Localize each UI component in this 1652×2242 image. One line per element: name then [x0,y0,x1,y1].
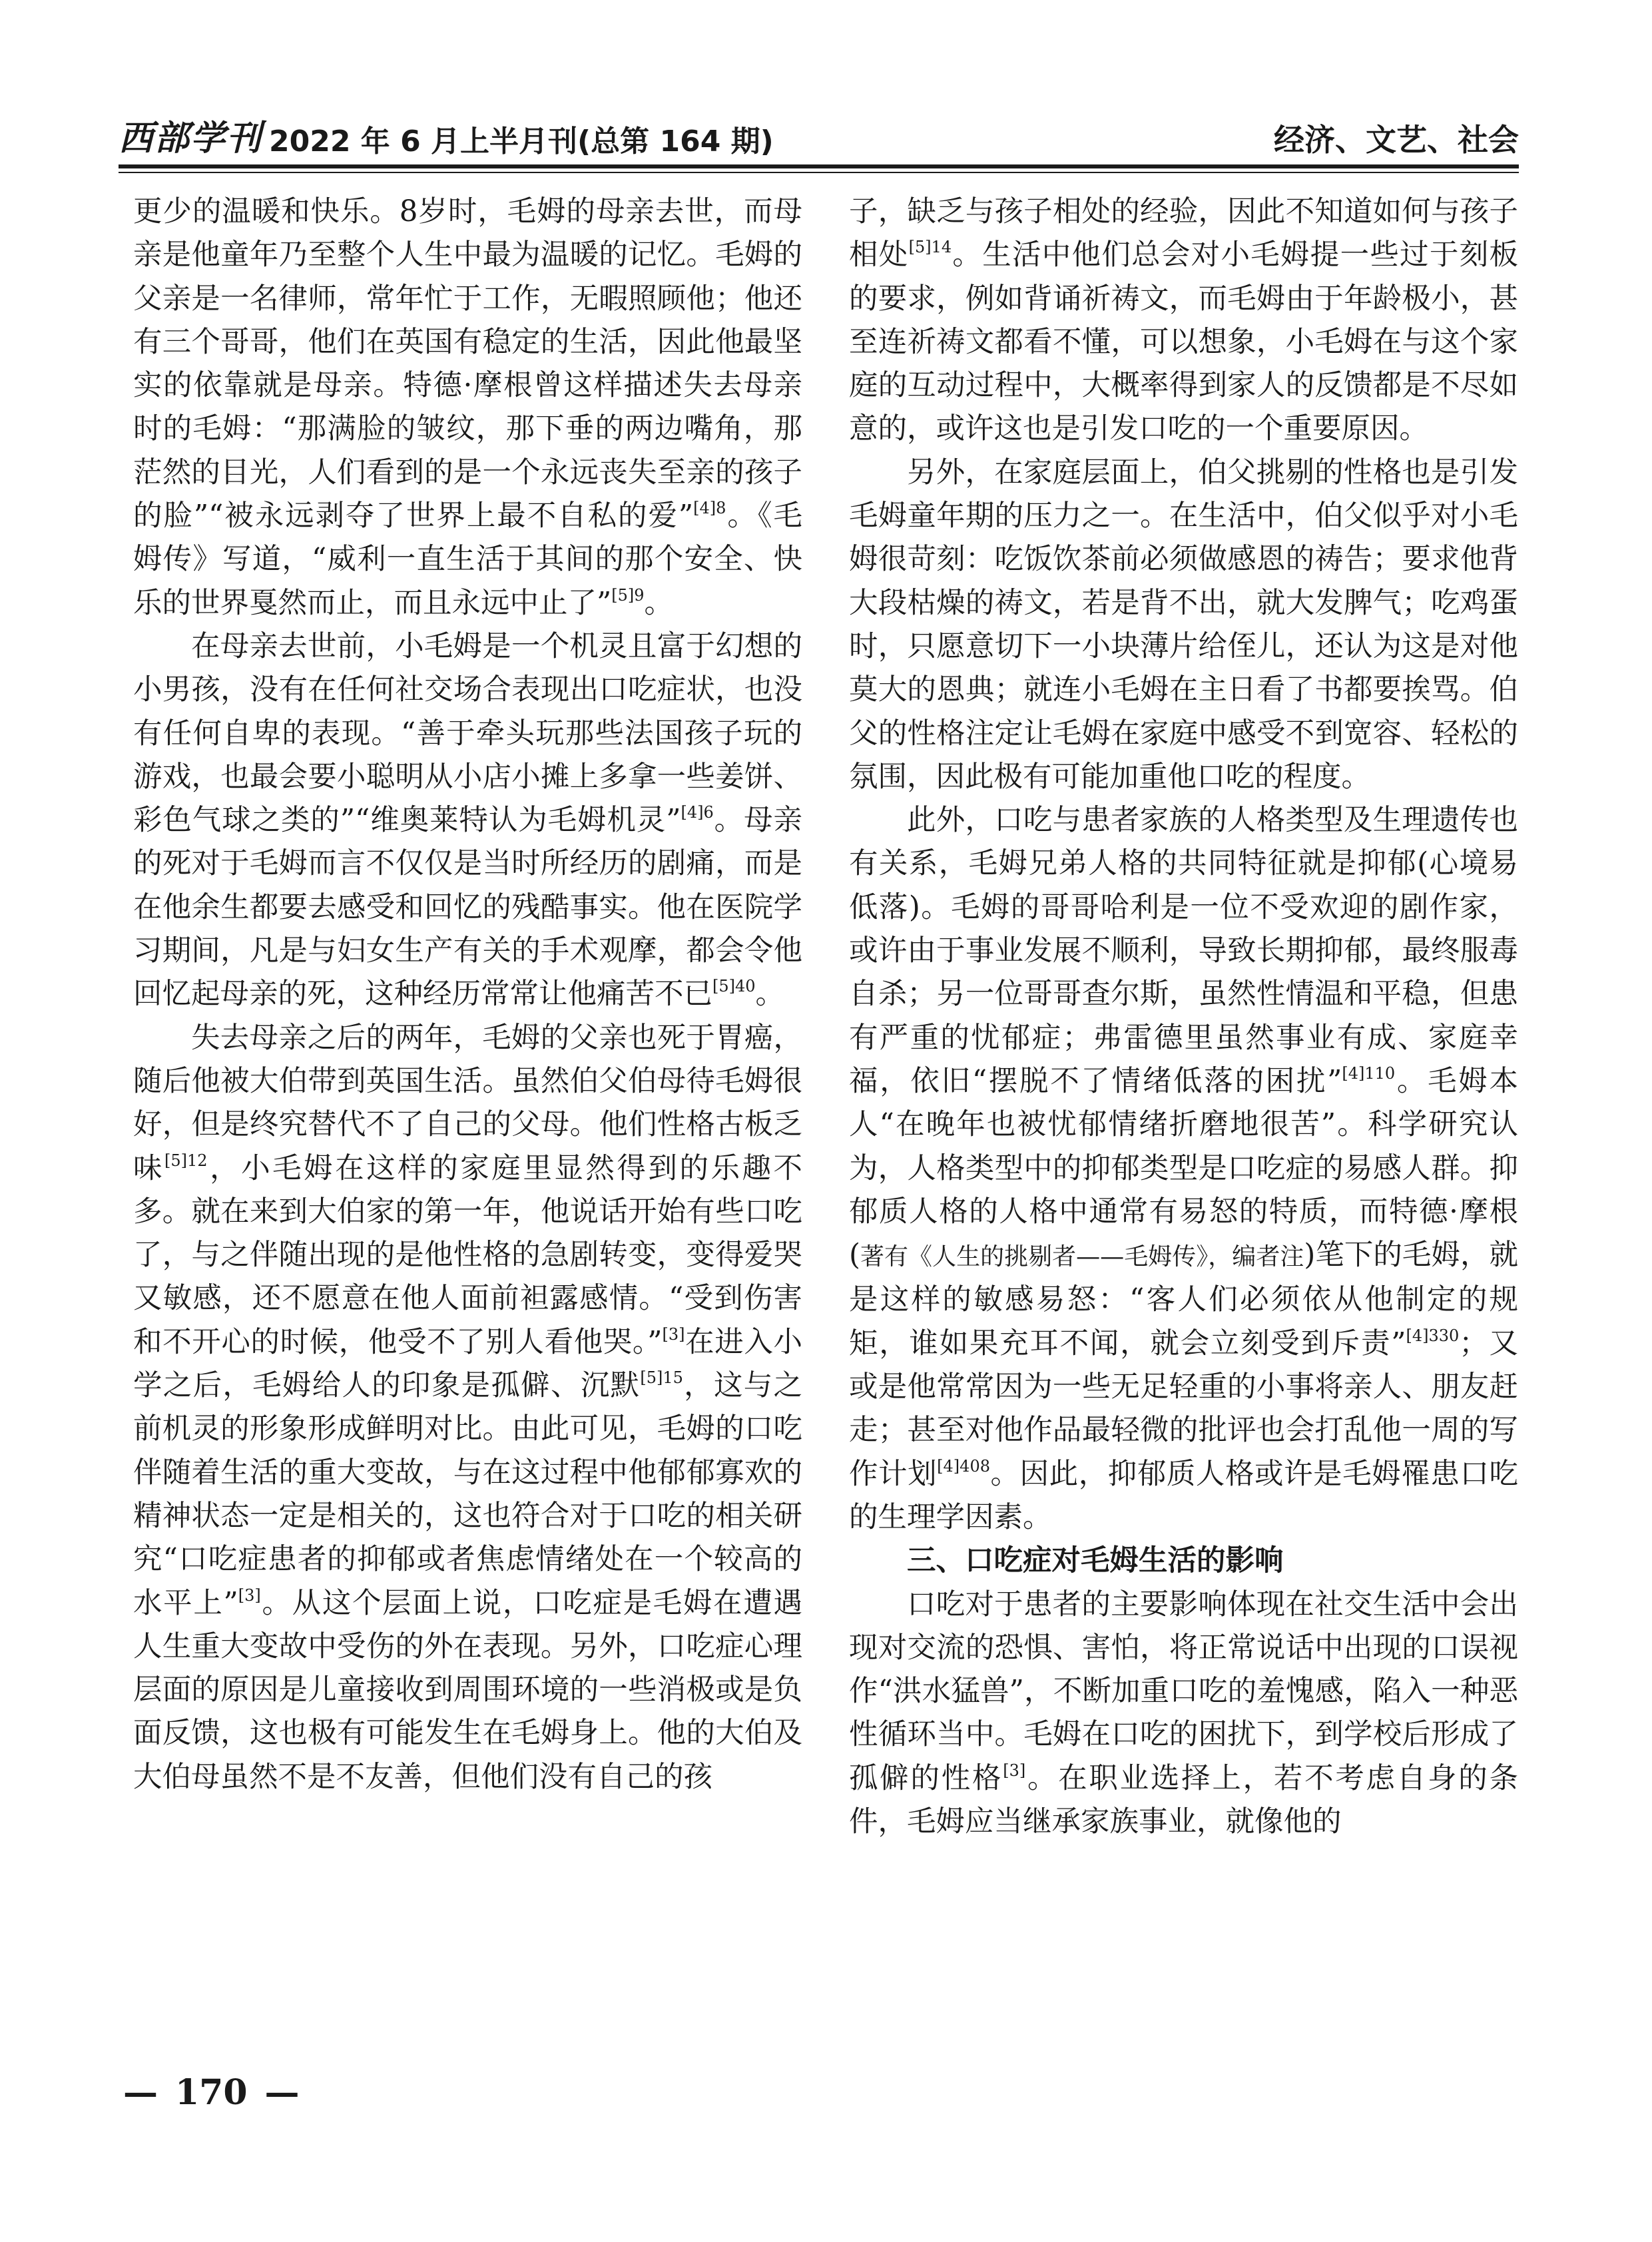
text-run: 在进入小学之后，毛姆给人的印象是孤僻、沉默 [133,1325,803,1403]
left-paragraph-2 [133,625,802,1017]
journal-logo: 西部学刊 [119,118,263,158]
citation: [5]40 [712,977,756,996]
right-paragraph-2: 另外，在家庭层面上，伯父挑剔的性格也是引发毛姆童年期的压力之一。在生活中，伯父似乎对小毛姆很苛刻：吃饭饮茶前必须做感恩的祷告；要求他背大段枯燥的祷文，若是背不出，就大发脾气；吃鸡蛋时，只愿意切下一小块薄片给侄儿，还认为这是对他莫大的恩典；就连小毛姆在主日看了书都要挨骂。伯父的性格注定让毛姆在家庭中感受不到宽容、轻松的氛围，因此极有可能加重他口吃的程度。 [849,455,1518,794]
footer-dash-right: — [264,2072,300,2113]
citation: [3] [662,1324,685,1344]
page-number: 170 [175,2072,248,2113]
right-paragraph-3 [849,799,1518,1540]
citation: [4]330 [1406,1326,1460,1345]
citation: [4]110 [1342,1063,1396,1083]
text-run: 。《毛姆传》写道，“威利一直生活于其间的那个安全、快乐的世界戛然而止，而且永远中止了” [133,499,803,620]
text-run: 。因此，抑郁质人格或许是毛姆罹患口吃的生理学因素。 [849,1457,1519,1534]
left-paragraph-3 [133,1017,802,1799]
text-run: 。 [644,586,674,620]
citation: [5]9 [611,585,645,605]
text-run: ，小毛姆在这样的家庭里显然得到的乐趣不多。就在来到大伯家的第一年，他说话开始有些口吃了，与之伴随出现的是他性格的急剧转变，变得爱哭又敏感，还不愿意在他人面前袒露感情。“受到伤害和不开心的时候，他受不了别人看他哭。” [133,1151,803,1359]
citation: [5]12 [164,1151,208,1170]
text-run: 。在职业选择上，若不考虑自身的条件，毛姆应当继承家族事业，就像他的 [849,1761,1519,1838]
footer-dash-left: — [123,2072,158,2113]
text-run: 更少的温暖和快乐。8岁时，毛姆的母亲去世，而母亲是他童年乃至整个人生中最为温暖的记忆。毛姆的父亲是一名律师，常年忙于工作，无暇照顾他；他还有三个哥哥，他们在英国有稳定的生活，因此他最坚实的依靠就是母亲。特德·摩根曾这样描述失去母亲时的毛姆：“那满脸的皱纹，那下垂的两边嘴角，那茫然的目光，人们看到的是一个永远丧失至亲的孩子的脸”“被永远剥夺了世界上最不自私的爱” [133,195,802,533]
text-run: ，这与之前机灵的形象形成鲜明对比。由此可见，毛姆的口吃伴随着生活的重大变故，与在这过程中他郁郁寡欢的精神状态一定是相关的，这也符合对于口吃的相关研究“口吃症患者的抑郁或者焦虑情绪处在一个较高的水平上” [133,1369,803,1620]
text-run: 在母亲去世前，小毛姆是一个机灵且富于幻想的小男孩，没有在任何社交场合表现出口吃症状，也没有任何自卑的表现。“善于牵头玩那些法国孩子玩的游戏，也最会要小聪明从小店小摊上多拿一些姜饼、彩色气球之类的”“维奥莱特认为毛姆机灵” [133,629,802,838]
text-run: )笔下的毛姆，就是这样的敏感易怒：“客人们必须依从他制定的规矩，谁如果充耳不闻，就会立刻受到斥责” [849,1239,1518,1360]
citation: [3] [1003,1761,1026,1780]
section-heading: 三、口吃症对毛姆生活的影响 [907,1544,1284,1578]
citation: [5]15 [640,1368,683,1388]
issue-info: 2022 年 6 月上半月刊(总第 164 期) [269,125,774,158]
header-rule-thick [119,164,1519,168]
text-run: 。 [755,978,785,1011]
page-header [119,107,1519,160]
text-run: ；又或是他常常因为一些无足轻重的小事将亲人、朋友赶走；甚至对他作品最轻微的批评也会打乱他一周的写作计划 [849,1326,1518,1491]
citation: [5]14 [908,238,952,257]
text-run: 。母亲的死对于毛姆而言不仅仅是当时所经历的剧痛，而是在他余生都要去感受和回忆的残酷事实。他在医院学习期间，凡是与妇女生产有关的手术观摩，都会令他回忆起母亲的死，这种经历常常让他痛苦不已 [133,804,802,1011]
text-run: 。从这个层面上说，口吃症是毛姆在遭遇人生重大变故中受伤的外在表现。另外，口吃症心理层面的原因是儿童接收到周围环境的一些消极或是负面反馈，这也极有可能发生在毛姆身上。他的大伯及大伯母虽然不是不友善，但他们没有自己的孩 [133,1586,802,1794]
header-rule-thin [119,172,1519,173]
text-run: 。毛姆本人“在晚年也被忧郁情绪折磨地很苦”。科学研究认为，人格类型中的抑郁类型是口吃症的易感人群。抑郁质人格的人格中通常有易怒的特质，而特德·摩根( [849,1064,1518,1272]
citation: [3] [238,1585,261,1605]
citation: [4]8 [693,499,726,518]
right-column [849,190,1518,1844]
left-paragraph-1 [133,190,802,625]
header-left [119,110,774,160]
citation: [4]408 [937,1456,990,1476]
text-run: 口吃对于患者的主要影响体现在社交生活中会出现对交流的恐惧、害怕，将正常说话中出现的口误视作“洪水猛兽”，不断加重口吃的羞愧感，陷入一种恶性循环当中。毛姆在口吃的困扰下，到学校后形成了孤僻的性格 [849,1587,1518,1795]
editor-note: 著有《人生的挑剔者——毛姆传》，编者注 [860,1243,1304,1271]
section-label: 经济、文艺、社会 [1274,122,1519,158]
right-paragraph-4 [849,1583,1518,1844]
citation: [4]6 [681,803,714,822]
page-footer [123,2072,300,2113]
text-run: 子，缺乏与孩子相处的经验，因此不知道如何与孩子相处 [849,195,1518,272]
text-run: 此外，口吃与患者家族的人格类型及生理遗传也有关系，毛姆兄弟人格的共同特征就是抑郁(心境易低落)。毛姆的哥哥哈利是一位不受欢迎的剧作家，或许由于事业发展不顺利，导致长期抑郁，最终服毒自杀；另一位哥哥查尔斯，虽然性情温和平稳，但患有严重的忧郁症；弗雷德里虽然事业有成、家庭幸福，依旧“摆脱不了情绪低落的困扰” [849,804,1518,1098]
right-paragraph-1 [849,190,1518,451]
text-run: 。生活中他们总会对小毛姆提一些过于刻板的要求，例如背诵祈祷文，而毛姆由于年龄极小，甚至连祈祷文都看不懂，可以想象，小毛姆在与这个家庭的互动过程中，大概率得到家人的反馈都是不尽如意的，或许这也是引发口吃的一个重要原因。 [849,238,1519,446]
left-column [133,190,802,1799]
text-run: 失去母亲之后的两年，毛姆的父亲也死于胃癌，随后他被大伯带到英国生活。虽然伯父伯母待毛姆很好，但是终究替代不了自己的父母。他们性格古板乏味 [133,1021,802,1185]
